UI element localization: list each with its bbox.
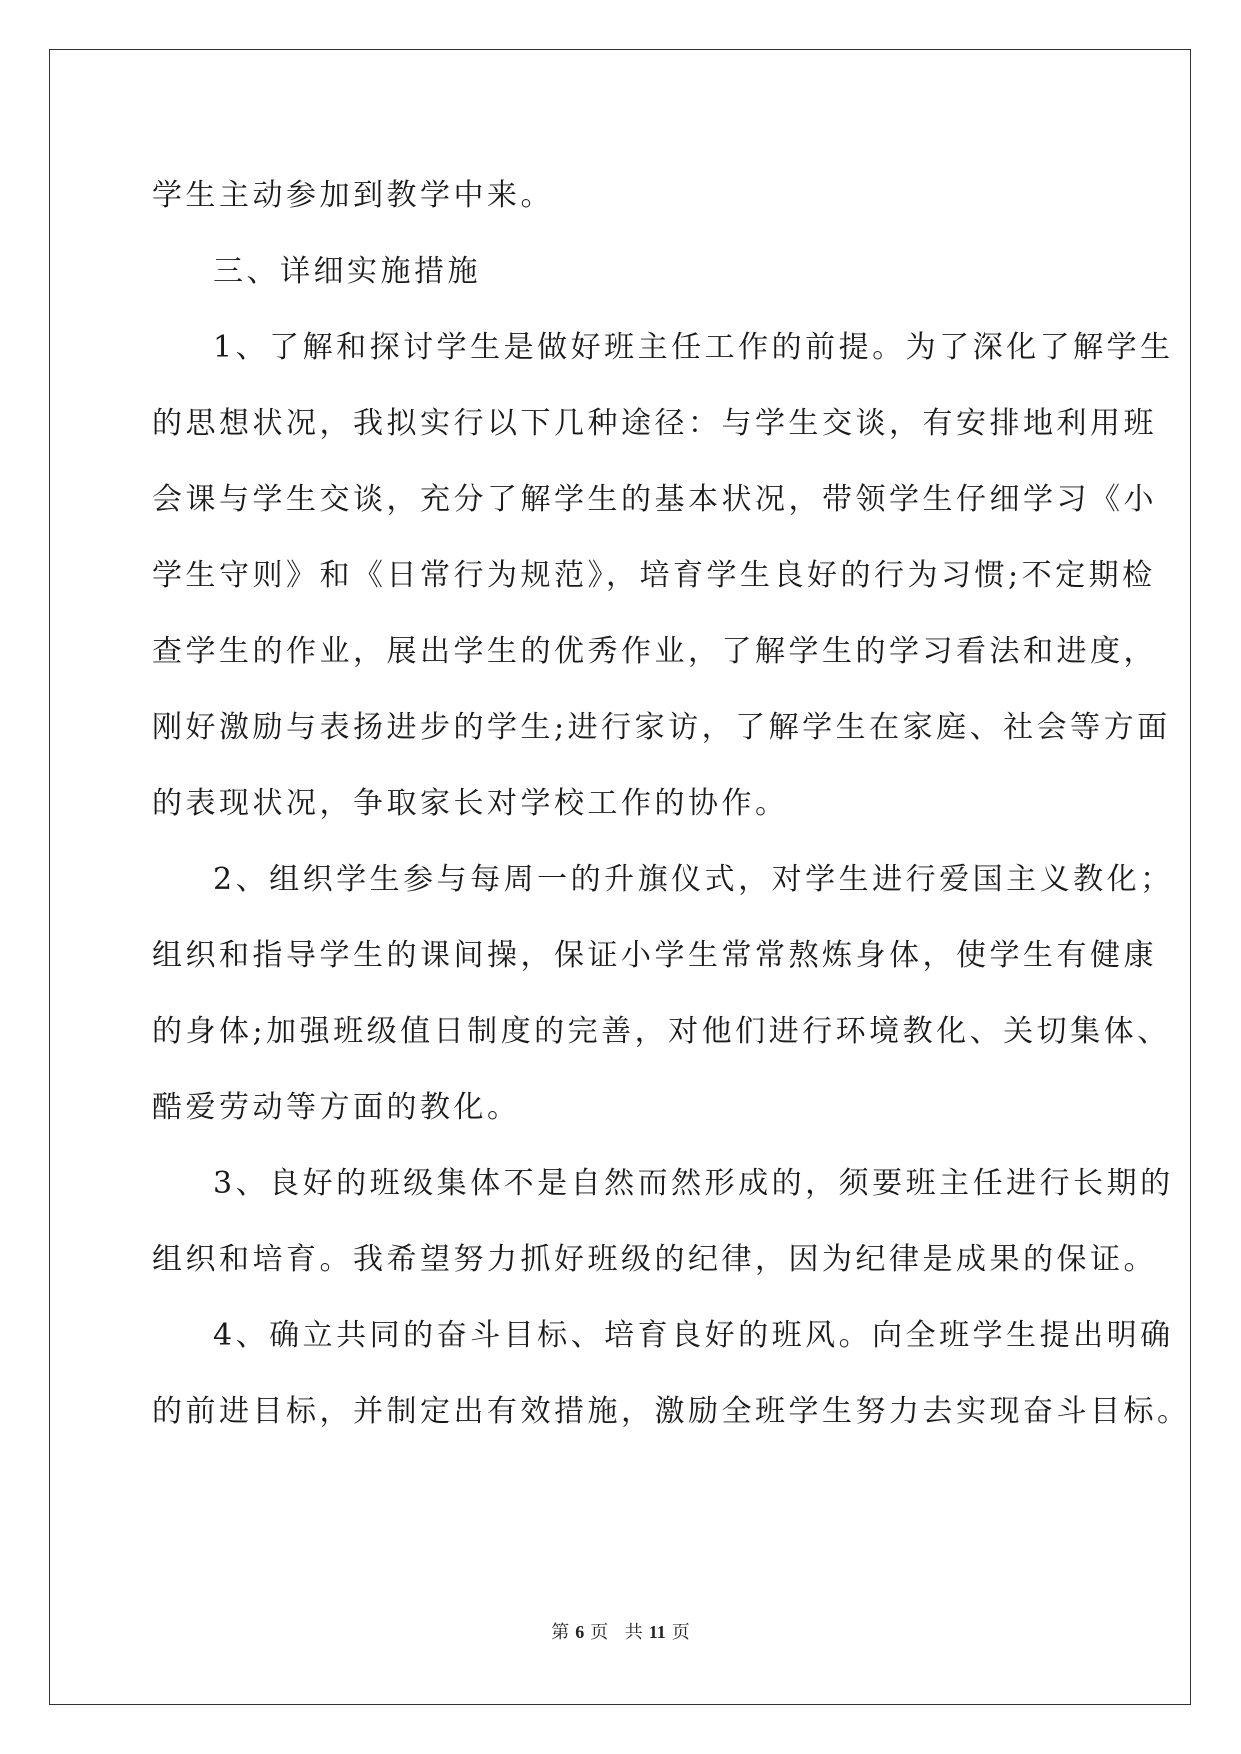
text-line: 组织和培育。我希望努力抓好班级的纪律，因为纪律是成果的保证。 — [152, 1242, 1157, 1277]
text-line: 组织和指导学生的课间操，保证小学生常常熬炼身体，使学生有健康 — [152, 938, 1157, 973]
text-line: 会课与学生交谈，充分了解学生的基本状况，带领学生仔细学习《小 — [152, 482, 1157, 517]
page-number: 6 — [575, 1622, 585, 1642]
text-line: 1、了解和探讨学生是做好班主任工作的前提。为了深化了解学生 — [213, 330, 1174, 365]
total-suffix: 页 — [671, 1622, 690, 1642]
text-line: 酷爱劳动等方面的教化。 — [152, 1090, 521, 1125]
total-prefix: 共 — [624, 1622, 643, 1642]
total-pages-indicator — [622, 1622, 693, 1642]
text-line: 2、组织学生参与每周一的升旗仪式，对学生进行爱国主义教化； — [213, 862, 1174, 897]
text-line: 的身体;加强班级值日制度的完善，对他们进行环境教化、关切集体、 — [152, 1014, 1171, 1049]
text-line: 的思想状况，我拟实行以下几种途径：与学生交谈，有安排地利用班 — [152, 406, 1157, 441]
total-pages: 11 — [648, 1622, 666, 1642]
page-indicator — [548, 1622, 611, 1642]
text-line: 3、良好的班级集体不是自然而然形成的，须要班主任进行长期的 — [213, 1166, 1174, 1201]
text-line: 查学生的作业，展出学生的优秀作业，了解学生的学习看法和进度， — [152, 634, 1157, 669]
page-prefix: 第 — [551, 1622, 570, 1642]
text-line: 4、确立共同的奋斗目标、培育良好的班风。向全班学生提出明确 — [213, 1318, 1174, 1353]
section-heading: 三、详细实施措施 — [213, 254, 481, 289]
text-line: 学生主动参加到教学中来。 — [152, 178, 554, 213]
document-body — [152, 158, 1191, 1450]
text-line: 学生守则》和《日常行为规范》，培育学生良好的行为习惯;不定期检 — [152, 558, 1156, 593]
text-line: 的前进目标，并制定出有效措施，激励全班学生努力去实现奋斗目标。 — [152, 1394, 1191, 1429]
text-line: 的表现状况，争取家长对学校工作的协作。 — [152, 786, 789, 821]
page-suffix: 页 — [590, 1622, 609, 1642]
text-line: 刚好激励与表扬进步的学生;进行家访，了解学生在家庭、社会等方面 — [152, 710, 1171, 745]
page-footer — [0, 1618, 1241, 1644]
